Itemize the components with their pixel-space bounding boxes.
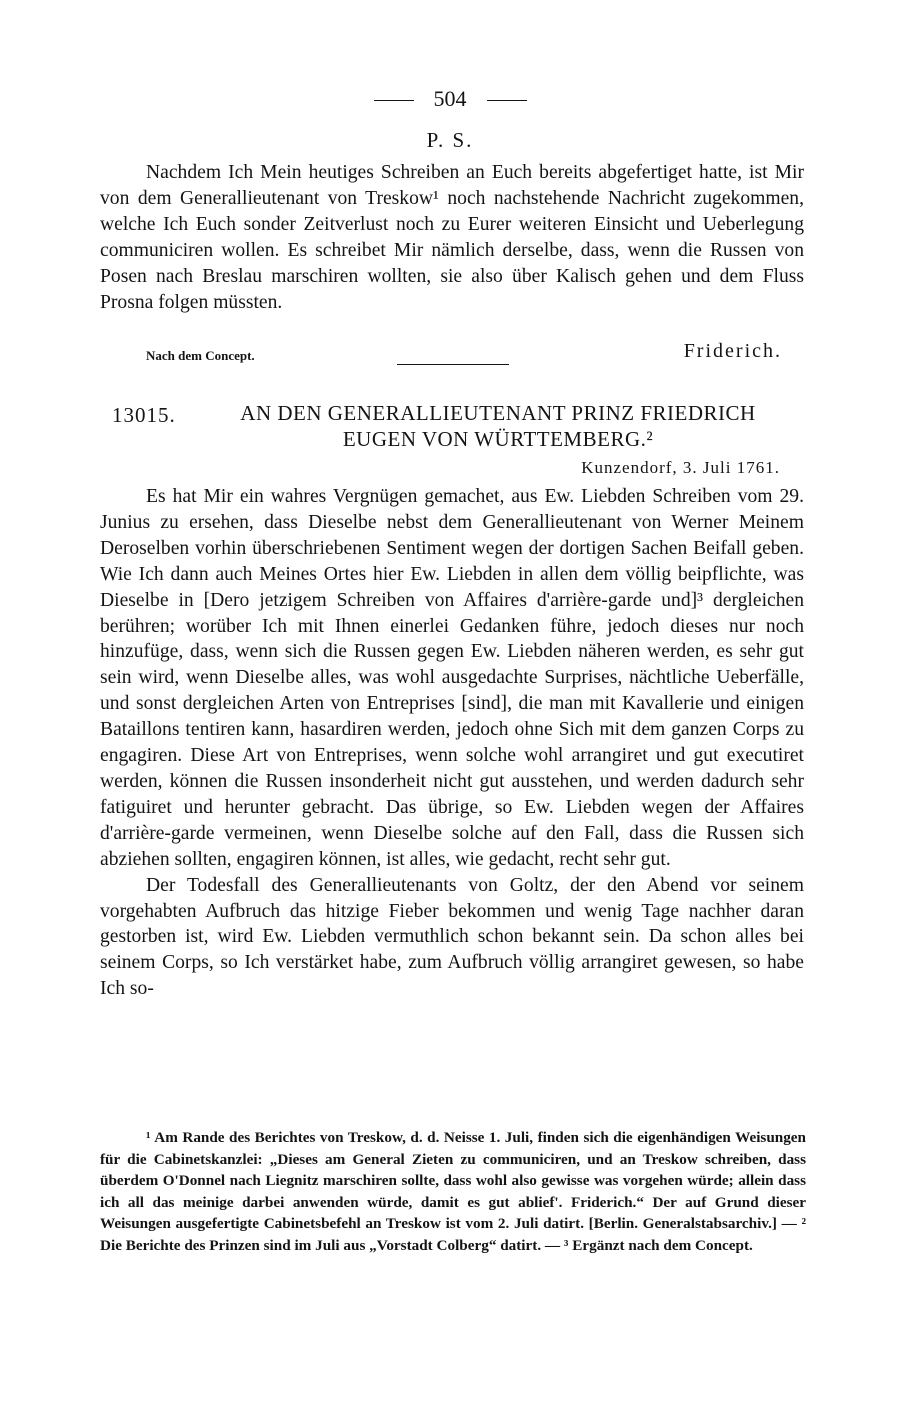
letter-body — [100, 484, 804, 1002]
page-number: 504 — [433, 86, 467, 111]
entry-heading — [112, 400, 792, 452]
entry-number: 13015. — [112, 403, 176, 427]
source-note: Nach dem Concept. — [146, 348, 255, 363]
footnotes — [100, 1127, 806, 1256]
entry-dateline: Kunzendorf, 3. Juli 1761. — [581, 458, 780, 477]
header-rule-left — [374, 100, 414, 101]
letter-section — [100, 484, 804, 1002]
letter-paragraph-1: Es hat Mir ein wahres Vergnügen gemachet, aus Ew. Liebden Schreiben vom 29. Junius zu ersehen, dass Dieselbe nebst dem Generallieutenant von Werner Meinem Deroselben vorhin überschriebenen Sentiment wegen der dortigen Sachen Beifall geben. Wie Ich dann auch Meines Ortes hier Ew. Liebden in allen dem völlig beipflichte, was Dieselbe in [Dero jetzigem Schreiben von Affaires d'arrière-garde und]³ dergleichen berühren; worüber Ich mit Ihnen einerlei Gedanken führe, jedoch dieses nur noch hinzufüge, dass, wenn sich die Russen gegen Ew. Liebden näheren werden, es sehr gut sein wird, wenn Dieselbe alles, was wohl ausgedachte Surprises, nächtliche Ueberfälle, und sonst dergleichen Arten von Entreprises [sind], die man mit Kavallerie und einigen Bataillons tentiren kann, hasardiren werden, jedoch ohne Sich mit dem ganzen Corps zu engagiren. Diese Art von Entreprises, wenn solche wohl arrangiret und gut executiret werden, können die Russen insonderheit nicht gut ausstehen, und werden dadurch sehr fatiguiret und herunter gebracht. Das übrige, so Ew. Liebden wegen der Affaires d'arrière-garde vermeinen, wenn Dieselbe solche auf den Fall, dass die Russen sich abziehen sollten, engagiren können, ist alles, wie gedacht, recht sehr gut. — [100, 486, 804, 870]
ps-paragraph: Nachdem Ich Mein heutiges Schreiben an Euch bereits abgefertiget hatte, ist Mir von dem Generallieutenant von Treskow¹ noch nachstehende Nachricht zugekommen, welche Ich Euch sonder Zeitverlust noch zu Eurer weiteren Einsicht und Ueberlegung communiciren wollen. Es schreibet Mir nämlich derselbe, dass, wenn die Russen von Posen nach Breslau marschiren wollten, sie also über Kalisch gehen und dem Fluss Prosna folgen müssten. — [100, 162, 804, 313]
signature: Friderich. — [683, 340, 782, 362]
letter-paragraph-2: Der Todesfall des Generallieutenants von Goltz, der den Abend vor seinem vorgehabten Aufbruch das hitzige Fieber bekommen und wenig Tage nachher daran gestorben ist, wird Ew. Liebden vermuthlich schon bekannt sein. Da schon alles bei seinem Corps, so Ich verstärket habe, zum Aufbruch völlig arrangiret gewesen, so habe Ich so- — [100, 874, 804, 1000]
ps-body — [100, 160, 804, 315]
footnote-text: ¹ Am Rande des Berichtes von Treskow, d. d. Neisse 1. Juli, finden sich die eigenhändigen Weisungen für die Cabinetskanzlei: „Dieses am General Zieten zu communiciren, und an Treskow schreiben, dass überdem O'Donnel nach Liegnitz marschiren sollte, dass wohl also gewisse was vorgehen würde; allein dass ich all das meinige darbei anwenden würde, damit es gut ablief'. Friderich.“ Der auf Grund dieser Weisungen ausgefertigte Cabinetsbefehl an Treskow ist vom 2. Juli datirt. [Berlin. Generalstabsarchiv.] — ² Die Berichte des Prinzen sind im Juli aus „Vorstadt Colberg“ datirt. — ³ Ergänzt nach dem Concept. — [100, 1129, 806, 1254]
header-rule-right — [487, 100, 527, 101]
page-header — [0, 84, 900, 114]
entry-title: AN DEN GENERALLIEUTENANT PRINZ FRIEDRICH EUGEN VON WÜRTTEMBERG.² — [240, 401, 756, 451]
section-divider — [397, 364, 509, 365]
ps-closing — [100, 340, 782, 370]
ps-section — [100, 160, 804, 315]
ps-heading: P. S. — [426, 128, 474, 152]
